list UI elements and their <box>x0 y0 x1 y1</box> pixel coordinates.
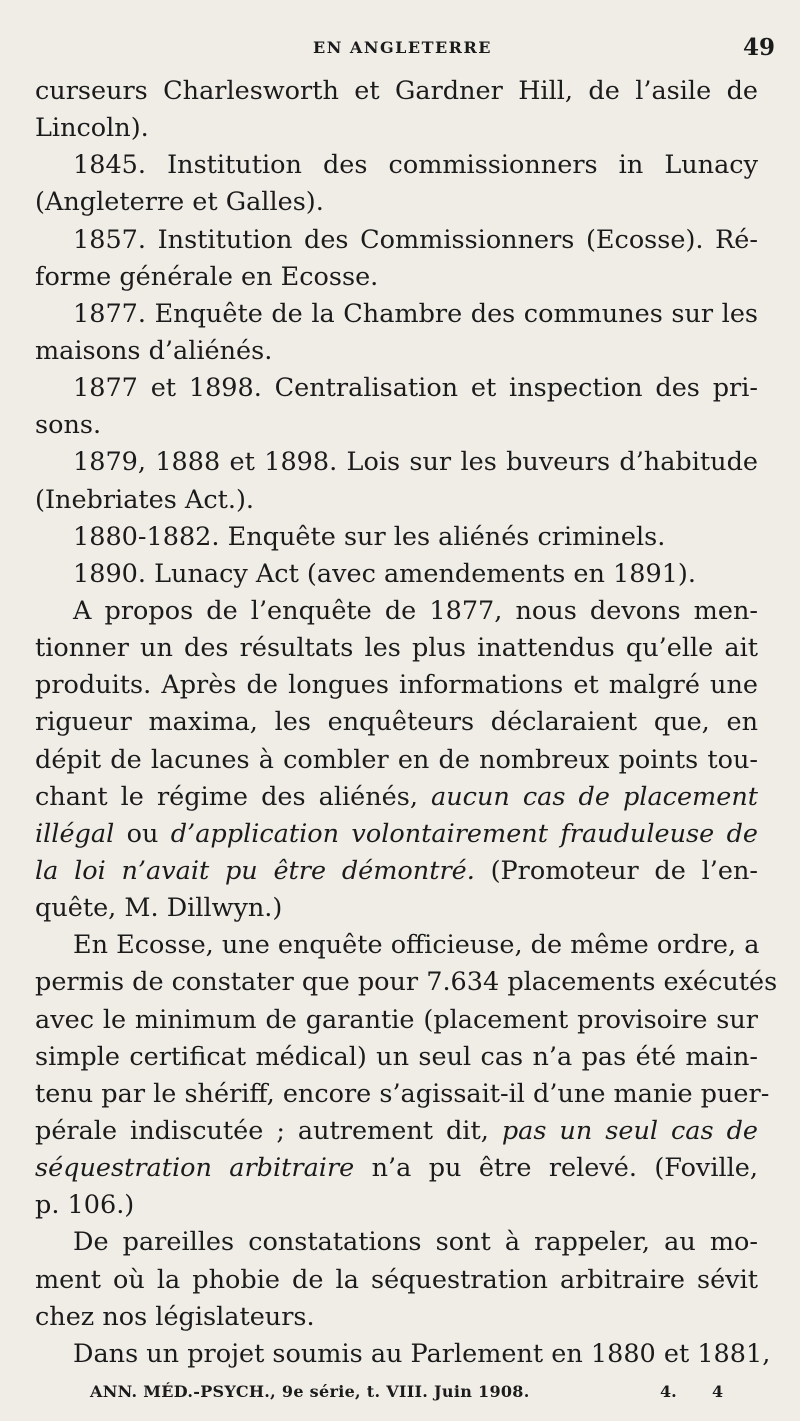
text-line <box>35 1076 770 1113</box>
line-text: p. 106.) <box>35 1190 135 1221</box>
text-line <box>35 1336 771 1373</box>
line-text: pérale indiscutée ; autrement dit, <box>35 1115 502 1146</box>
text-line <box>35 222 758 259</box>
text-line <box>35 519 758 556</box>
signature-mark-number: 4 <box>712 1382 724 1401</box>
line-text: tenu par le shériff, encore s’agissait-il d’une manie puer- <box>35 1078 770 1109</box>
line-text: permis de constater que pour 7.634 placements exécutés <box>35 967 778 998</box>
text-line <box>35 667 758 704</box>
text-line <box>35 630 758 667</box>
text-line <box>35 147 758 184</box>
line-text: 1890. Lunacy Act (avec amendements en 1891). <box>73 558 696 589</box>
italic-text: d’application volontairement frauduleuse de <box>170 818 758 849</box>
text-line <box>35 779 758 816</box>
line-text: chez nos législateurs. <box>35 1301 315 1332</box>
running-head: EN ANGLETERRE <box>313 38 492 57</box>
text-line <box>35 964 778 1001</box>
line-text: forme générale en Ecosse. <box>35 261 379 292</box>
line-text: (Angleterre et Galles). <box>35 187 324 218</box>
text-line <box>35 370 758 407</box>
body-text <box>35 73 778 1373</box>
text-line <box>35 704 758 741</box>
text-line <box>35 742 758 779</box>
text-line <box>35 407 758 444</box>
text-line <box>35 1299 758 1336</box>
text-line <box>35 296 758 333</box>
line-text: Lincoln). <box>35 113 149 144</box>
text-line <box>35 853 758 890</box>
text-line <box>35 1187 758 1224</box>
line-text: (Inebriates Act.). <box>35 484 255 515</box>
line-text: simple certificat médical) un seul cas n’a pas été main- <box>35 1041 758 1072</box>
line-text: tionner un des résultats les plus inattendus qu’elle ait <box>35 633 758 664</box>
line-text: De pareilles constatations sont à rappeler, au mo- <box>73 1227 758 1258</box>
line-text: 1845. Institution des commissionners in Lunacy <box>73 150 758 181</box>
text-line <box>35 890 758 927</box>
text-line <box>35 927 758 964</box>
page-header <box>30 34 775 64</box>
line-text: 1877. Enquête de la Chambre des communes sur les <box>73 298 758 329</box>
line-text: A propos de l’enquête de 1877, nous devons men- <box>73 595 758 626</box>
text-line <box>35 110 758 147</box>
text-line <box>35 482 758 519</box>
footer-journal-citation: ANN. MÉD.-PSYCH., 9e série, t. VIII. Juin 1908. <box>90 1382 530 1401</box>
line-text: ment où la phobie de la séquestration arbitraire sévit <box>35 1264 758 1295</box>
text-line <box>35 259 758 296</box>
text-line <box>35 593 758 630</box>
text-line <box>35 73 758 110</box>
italic-text: aucun cas de placement <box>431 781 758 812</box>
line-text: sons. <box>35 410 102 441</box>
page-footer <box>90 1382 740 1408</box>
line-text: dépit de lacunes à combler en de nombreux points tou- <box>35 744 758 775</box>
text-line <box>35 333 758 370</box>
line-text: maisons d’aliénés. <box>35 335 273 366</box>
line-text: 1880-1882. Enquête sur les aliénés criminels. <box>73 521 666 552</box>
text-line <box>35 556 758 593</box>
line-text: curseurs Charlesworth et Gardner Hill, de l’asile de <box>35 76 758 106</box>
text-line <box>35 1150 758 1187</box>
line-text: (Promoteur de l’en- <box>474 855 758 886</box>
text-line <box>35 444 758 481</box>
page-number: 49 <box>742 34 775 61</box>
text-line <box>35 1002 758 1039</box>
italic-text: la loi n’avait pu être démontré. <box>35 855 475 886</box>
line-text: ou <box>114 818 171 849</box>
line-text: chant le régime des aliénés, <box>35 781 432 812</box>
line-text: 1877 et 1898. Centralisation et inspection des pri- <box>73 373 758 404</box>
line-text: 1879, 1888 et 1898. Lois sur les buveurs d’habitude <box>73 447 758 478</box>
line-text: rigueur maxima, les enquêteurs déclaraient que, en <box>35 707 758 738</box>
line-text: n’a pu être relevé. (Foville, <box>354 1153 758 1184</box>
line-text: 1857. Institution des Commissionners (Ecosse). Ré- <box>73 224 758 255</box>
text-line <box>35 184 758 221</box>
italic-text: pas un seul cas de <box>501 1115 758 1146</box>
italic-text: séquestration arbitraire <box>35 1153 355 1184</box>
signature-mark: 4. <box>660 1382 677 1401</box>
text-line <box>35 1113 758 1150</box>
line-text: avec le minimum de garantie (placement provisoire sur <box>35 1004 758 1035</box>
text-line <box>35 1224 758 1261</box>
line-text: En Ecosse, une enquête officieuse, de même ordre, a <box>73 930 760 961</box>
text-line <box>35 1039 758 1076</box>
text-line <box>35 816 758 853</box>
line-text: quête, M. Dillwyn.) <box>35 893 283 924</box>
text-line <box>35 1262 758 1299</box>
line-text: produits. Après de longues informations et malgré une <box>35 670 758 701</box>
line-text: Dans un projet soumis au Parlement en 1880 et 1881, <box>73 1338 771 1369</box>
italic-text: illégal <box>35 818 115 849</box>
